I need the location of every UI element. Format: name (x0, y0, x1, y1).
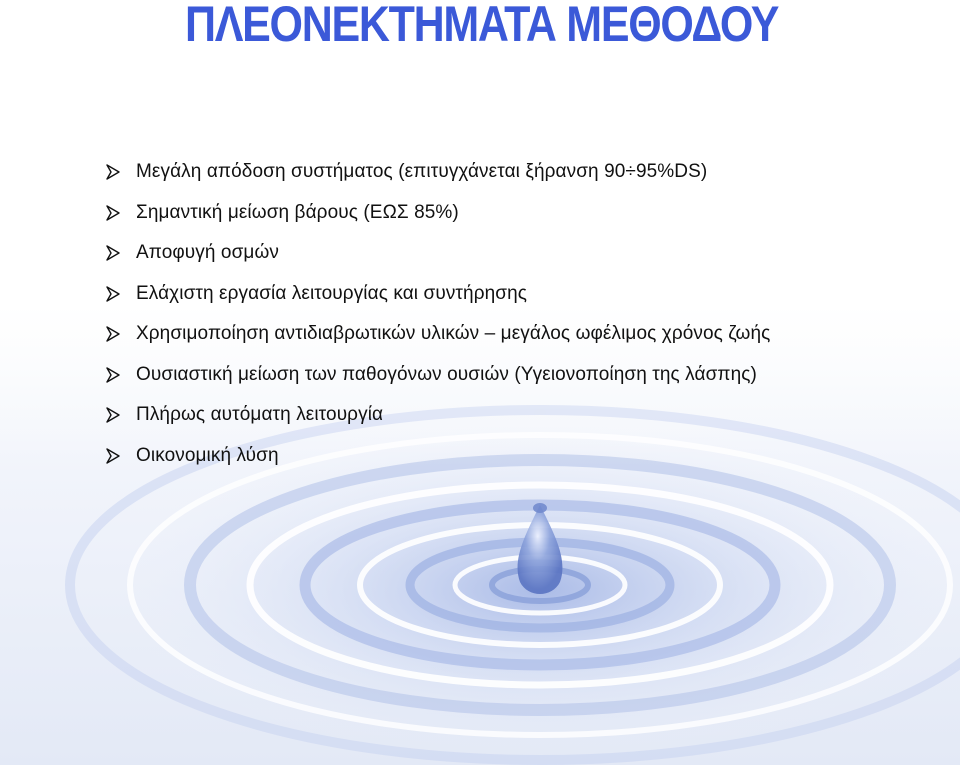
bullet-text: Πλήρως αυτόματη λειτουργία (136, 404, 384, 426)
list-item (106, 152, 770, 193)
bullet-text: Ελάχιστη εργασία λειτουργίας και συντήρησης (136, 282, 528, 304)
bullet-text: Αποφυγή οσμών (136, 242, 280, 264)
bullet-text: Μεγάλη απόδοση συστήματος (επιτυγχάνεται ξήρανση 90÷95%DS) (136, 161, 708, 183)
list-item (106, 314, 770, 355)
arrowhead-bullet-icon (106, 323, 136, 345)
arrowhead-bullet-icon (106, 283, 136, 305)
arrowhead-bullet-icon (106, 202, 136, 224)
list-item (106, 274, 770, 315)
bullet-list (106, 152, 770, 476)
arrowhead-bullet-icon (106, 161, 136, 183)
arrowhead-bullet-icon (106, 364, 136, 386)
list-item (106, 355, 770, 396)
list-item (106, 436, 770, 477)
arrowhead-bullet-icon (106, 242, 136, 264)
bullet-text: Χρησιμοποίηση αντιδιαβρωτικών υλικών – μεγάλος ωφέλιμος χρόνος ζωής (136, 323, 771, 345)
arrowhead-bullet-icon (106, 404, 136, 426)
bullet-text: Ουσιαστική μείωση των παθογόνων ουσιών (Υγειονοποίηση της λάσπης) (136, 363, 757, 385)
arrowhead-bullet-icon (106, 445, 136, 467)
slide-title: ΠΛΕΟΝΕΚΤΗΜΑΤΑ ΜΕΘΟΔΟΥ (185, 0, 779, 52)
list-item (106, 233, 770, 274)
bullet-text: Οικονομική λύση (136, 444, 279, 466)
list-item (106, 193, 770, 234)
bullet-text: Σημαντική μείωση βάρους (ΕΩΣ 85%) (136, 201, 459, 223)
list-item (106, 395, 770, 436)
